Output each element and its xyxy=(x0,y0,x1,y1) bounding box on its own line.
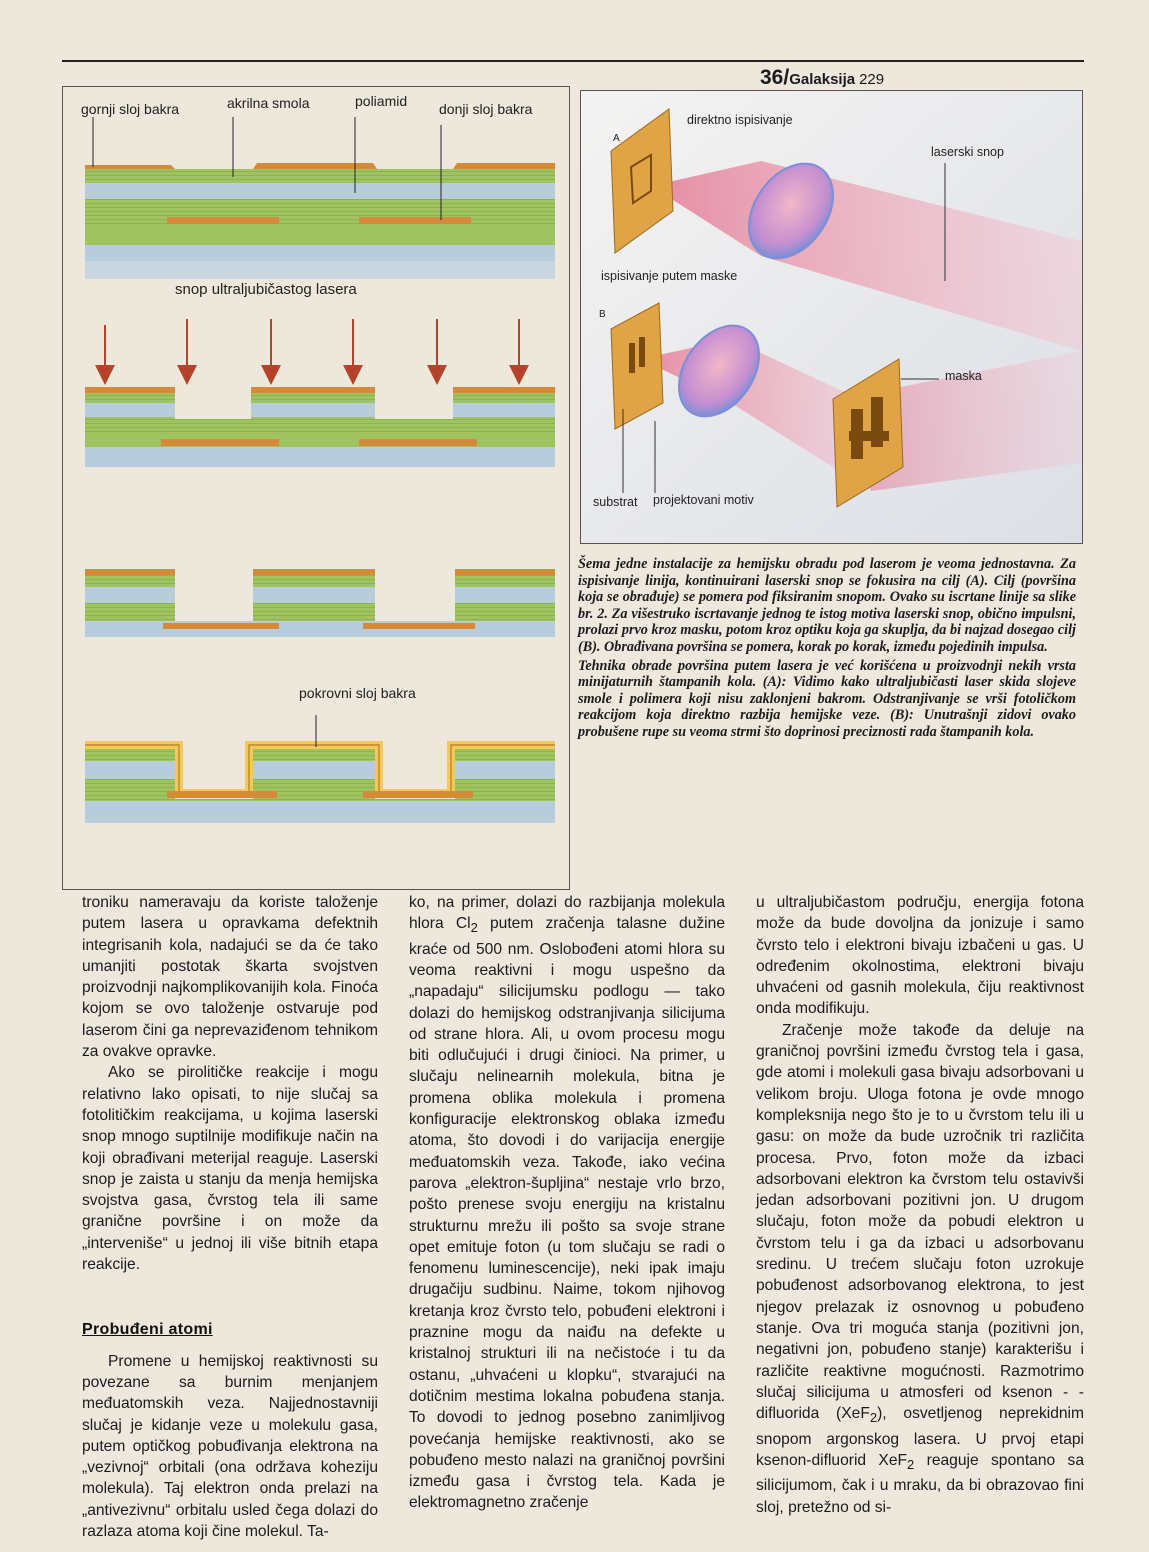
label-mask: maska xyxy=(945,369,982,383)
label-cover-copper: pokrovni sloj bakra xyxy=(299,685,416,701)
label-projected-pattern: projektovani motiv xyxy=(653,493,754,507)
marker-b: B xyxy=(599,309,606,320)
page-header xyxy=(760,66,884,90)
xef2-subscript-2: 2 xyxy=(907,1456,915,1472)
col3-text-c: reaguje spontano sa silicijumom, čak i u mraku, da bi obrazovao fini sloj, pretežno od si- xyxy=(756,1451,1084,1516)
magazine-name: Galaksija xyxy=(789,71,856,88)
col2-text-a: ko, na primer, dolazi do razbijanja molekula hlora Cl xyxy=(409,894,725,933)
circuit-layers-figure xyxy=(62,86,570,890)
issue-number: 36/ xyxy=(760,66,790,89)
circuit-layers-diagram xyxy=(63,87,569,889)
stack-plated xyxy=(85,715,555,823)
stack-ablated xyxy=(85,387,555,467)
marker-a: A xyxy=(613,133,620,144)
label-polyimide: poliamid xyxy=(355,93,408,109)
col3-text-a: Zračenje može takođe da deluje na graničnoj površini između čvrstog tela i gasa, gde atomi i molekuli gasa bivaju adsorbovani u velikom broju. Uloga fotona je ovde mnogo kompleksnija nego što je to u čvrstom telu ili u gasu: on može da bude uzročnik tri različita procesa. Prvo, foton može da izbaci adsorbovani elektron ka čvrstom telu ostavivši jedan adsorbovani pozitivni jon. U drugom slučaju, foton može da pobudi elektron u čvrstom telu i ga da izbaci u adsorbovanu sredinu. U trećem slučaju foton uzrokuje pobuđenost adsorbovanog elektrona, to jest njegov prelazak iz osnovnog u pobuđeno stanje. Ova tri moguća stanja (pozitivni jon, negativni jon, pobuđeno stanje) karakterišu i različite reaktivne mogućnosti. Razmotrimo slučaj silicijuma u atmosferi od ksenon - -difluorida (XeF xyxy=(756,1021,1084,1423)
section-heading: Probuđeni atomi xyxy=(82,1321,213,1339)
col3-paragraph-2 xyxy=(756,1020,1084,1518)
label-direct-writing: direktno ispisivanje xyxy=(687,113,793,127)
label-acrylic-resin: akrilna smola xyxy=(227,95,310,111)
col2-paragraph-1 xyxy=(409,892,725,1514)
chlorine-subscript: 2 xyxy=(470,920,478,936)
label-substrate: substrat xyxy=(593,495,638,509)
stack-initial xyxy=(85,163,555,279)
col1-paragraph-2: Ako se pirolitičke reakcije i mogu relativno lako opisati, to nije slučaj sa fotolitičkim reakcijama, u kojima laserski snop mnogo suptilnije modifikuje način na koji obrađivani meterijal reaguje. Laserski snop je zaista u stanju da menja hemijska svojstva gasa, čvrstog tela ili same granične površine i on može da „interveniše“ u jednoj ili više bitnih etapa reakcije. xyxy=(82,1064,378,1274)
header-rule xyxy=(62,60,1084,62)
stack-drilled xyxy=(85,569,555,637)
col1-paragraph-1: troniku nameravaju da koriste taloženje putem lasera u opravkama defektnih integrisanih kola, nadajući se da će tako umanjiti postotak škarta svojstven proizvodnji najkomplikovanijih kola. Finoća kojom se ovo taloženje ostvaruje pod laserom čini ga neprevaziđenom tehnikom za ovakve opravke. xyxy=(82,894,378,1061)
column-1 xyxy=(82,892,378,1542)
label-laser-beam: laserski snop xyxy=(931,145,1004,159)
xef2-subscript-1: 2 xyxy=(869,1410,878,1426)
column-2 xyxy=(409,892,725,1514)
col2-text-b: putem zračenja talasne dužine kraće od 500 nm. Oslobođeni atomi hlora su veoma reaktivni i mogu uspešno da „napadaju“ silicijumsku podlogu — tako dolazi do hemijskog odstranjivanja silicijuma od strane hlora. Ali, u ovom procesu mogu biti odlučujući i drugi činioci. Na primer, u slučaju nelinearnih molekula, bitna je promena oblika molekula i promena konfiguracije elektronskog oblaka između atoma, što dovodi i do varijacija energije međuatomskih veza. Takođe, iako većina parova „elektron-šupljina“ nestaje vrlo brzo, pošto prenese svoju energiju na kristalnu strukturnu mrežu ili pošto sa svoje strane opet emituje foton (u tom slučaju se radi o fenomenu luminescencije), neki ipak imaju drugačiju sudbinu. Naime, tokom njihovog kretanja kroz čvrsto telo, pobuđeni elektroni i praznine mogu da naiđu na defekte u kristalnoj strukturi ili na nečistoće i tu da ostanu, „uhvaćeni u klopku“, stvarajući na dotičnim mestima lokalna pobuđena stanja. To dovodi to jednog posebno zanimljivog povećanja hemijske reaktivnosti, ako se pobuđeno mesto nalazi na graničnoj površini između gasa i čvrstog tela. Kada je elektromagnetno zračenje xyxy=(409,915,725,1512)
label-uv-laser-beam: snop ultraljubičastog lasera xyxy=(175,281,357,298)
laser-setup-illustration xyxy=(581,91,1082,543)
col1-paragraph-3: Promene u hemijskoj reaktivnosti su povezane sa burnim menjanjem međuatomskih veza. Najjednostavniji slučaj je kidanje veze u molekulu gasa, putem optičkog pobuđivanja elektrona na „vezivnoj“ orbitali (ona održava koheziju molekula). Taj elektron onda prelazi na „antivezivnu“ orbitalu usled čega dolazi do razlaza atoma koji čine molekul. Ta- xyxy=(82,1352,378,1541)
laser-setup-figure xyxy=(580,90,1083,544)
label-upper-copper: gornji sloj bakra xyxy=(81,101,180,117)
page-number: 229 xyxy=(859,71,885,88)
label-mask-writing: ispisivanje putem maske xyxy=(601,269,738,283)
col3-paragraph-1: u ultraljubičastom području, energija fotona može da bude dovoljna da jonizuje i samo čvrsto telo i elektroni bivaju izbačeni u gas. U određenim okolnostima, elektroni bivaju uhvaćeni od gasnih molekula, čiju reaktivnost onda modifikuju. xyxy=(756,894,1084,1018)
column-3 xyxy=(756,892,1084,1518)
uv-laser-arrows xyxy=(105,319,519,375)
col3-text-b: ), osvetljenog neprekidnim snopom argonskog lasera. U prvoj etapi ksenon-difluorid XeF xyxy=(756,1405,1085,1469)
label-lower-copper: donji sloj bakra xyxy=(439,101,533,117)
figure-caption xyxy=(578,556,1076,743)
caption-paragraph-2: Tehnika obrade površina putem lasera je već korišćena u proizvodnji nekih vrsta minijaturnih štampanih kola. (A): Vidimo kako ultraljubičasti laser skida slojeve smole i polimera koji nisu zaklonjeni bakrom. Odstranjivanje se vrši fotoličkom reakcijom koja direktno razbija hemijske veze. (B): Unutrašnji zidovi ovako probušene rupe su veoma strmi što doprinosi preciznosti rada štampanih kola. xyxy=(578,657,1076,740)
caption-paragraph-1: Šema jedne instalacije za hemijsku obradu pod laserom je veoma jednostavna. Za ispisivanje linija, kontinuirani laserski snop se fokusira na cilj (A). Cilj (površina koja se obrađuje) se pomera pod fiksiranim snopom. Ovako su iscrtane linije sa slike br. 2. Za višestruko iscrtavanje jednog te istog motiva laserski snop, obično impulsni, prolazi prvo kroz masku, potom kroz optiku koja ga skuplja, da bi najzad dosegao cilj (B). Obrađivana površina se pomera, korak po korak, između pojedinih impulsa. xyxy=(578,556,1076,655)
